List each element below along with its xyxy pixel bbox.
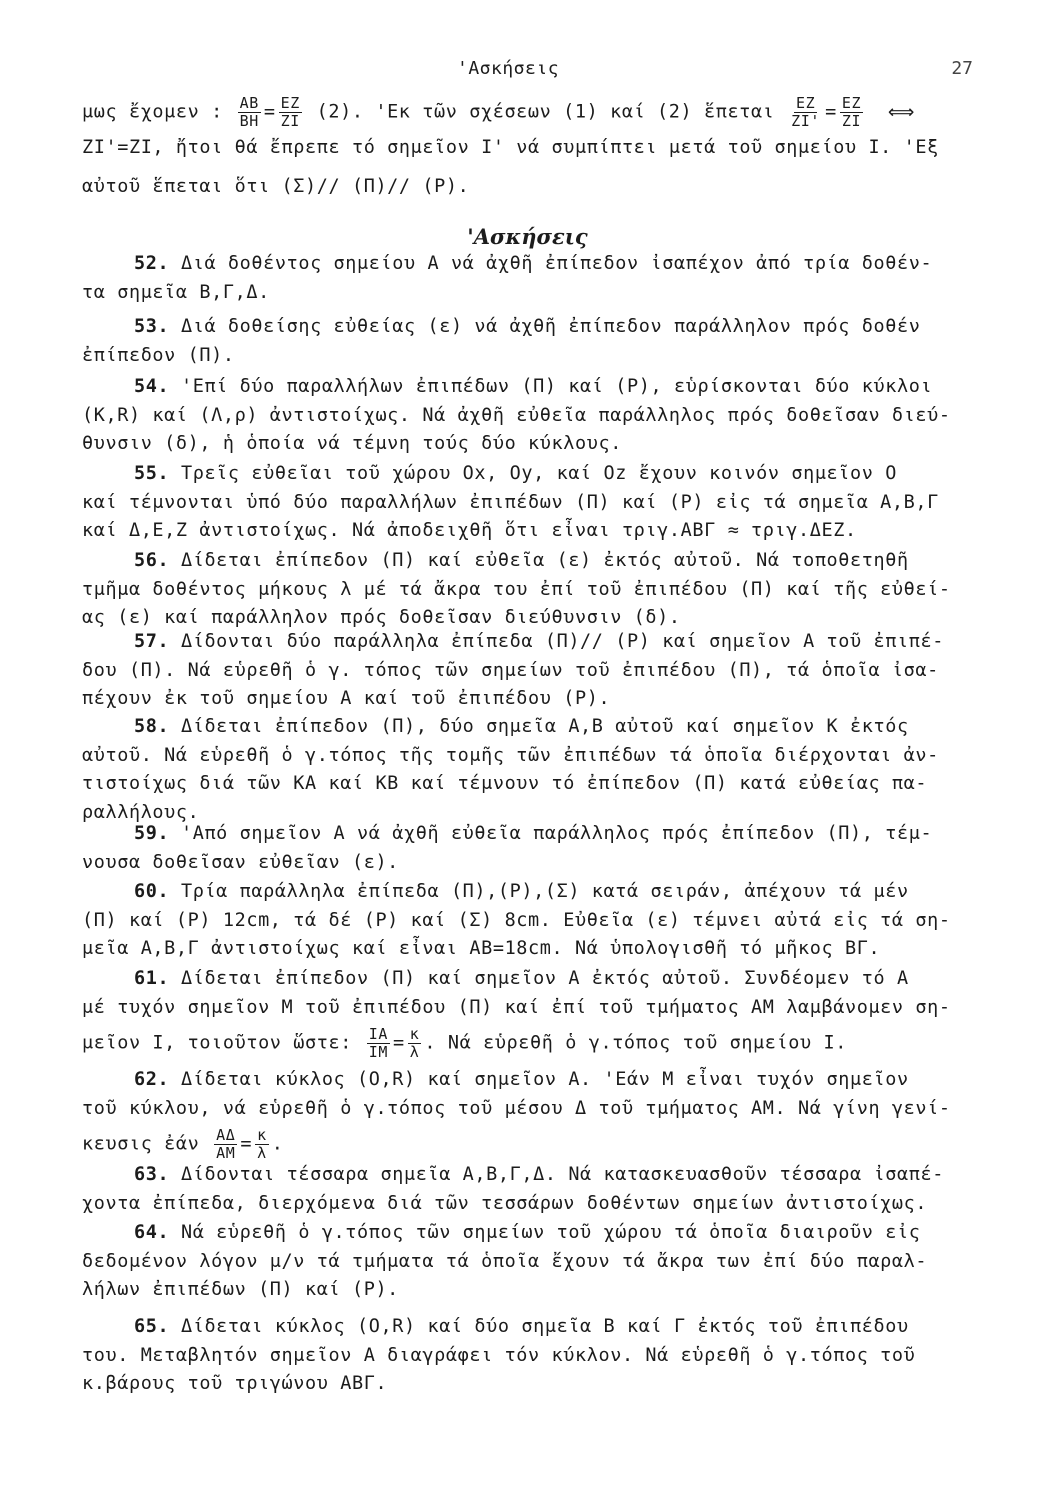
fraction: $\frac{\kappa}{\lambda}$ bbox=[257, 1126, 267, 1162]
text-line: 54. 'Επί δύο παραλλήλων ἐπιπέδων (Π) καί (P), εὑρίσκονται δύο κύκλοι bbox=[134, 376, 933, 397]
text-line: 56. Δίδεται ἐπίπεδον (Π) καί εὐθεῖα (ε) ἐκτός αὐτοῦ. Νά τοποθετηθῆ bbox=[134, 550, 909, 571]
text-line: κ.βάρους τοῦ τριγώνου ΑΒΓ. bbox=[82, 1373, 388, 1394]
text-line: (Π) καί (P) 12cm, τά δέ (P) καί (Σ) 8cm. Εὐθεῖα (ε) τέμνει αὐτά εἰς τά ση- bbox=[82, 909, 951, 931]
text-line: τμῆμα δοθέντος μήκους λ μέ τά ἄκρα του ἐπί τοῦ ἐπιπέδου (Π) καί τῆς εὐθεί- bbox=[82, 578, 951, 600]
text-line: 60. Τρία παράλληλα ἐπίπεδα (Π),(P),(Σ) κατά σειράν, ἀπέχουν τά μέν bbox=[134, 881, 909, 902]
text-line: δεδομένον λόγον μ/ν τά τμήματα τά ὁποῖα ἔχουν τά ἄκρα των ἐπί δύο παραλ- bbox=[82, 1250, 928, 1272]
intro-line-2: ZI'=ZI, ἤτοι θά ἔπρεπε τό σημεῖον I' νά συμπίπτει μετά τοῦ σημείου I. 'Εξ bbox=[82, 137, 939, 158]
text-line: 52. Διά δοθέντος σημείου A νά ἀχθῆ ἐπίπεδον ἰσαπέχον ἀπό τρία δοθέν- bbox=[134, 253, 933, 274]
exercise-55 bbox=[82, 460, 982, 546]
exercise-number: 61. bbox=[134, 968, 170, 989]
intro-line-3: αὐτοῦ ἕπεται ὅτι (Σ)// (Π)// (P). bbox=[82, 176, 470, 197]
text-line: καί Δ,E,Z ἀντιστοίχως. Νά ἀποδειχθῆ ὅτι εἶναι τριγ.ΑΒΓ ≈ τριγ.ΔΕΖ. bbox=[82, 520, 857, 541]
exercise-number: 53. bbox=[134, 316, 170, 337]
exercise-number: 54. bbox=[134, 376, 170, 397]
text-line: μέ τυχόν σημεῖον M τοῦ ἐπιπέδου (Π) καί ἐπί τοῦ τμήματος AM λαμβάνομεν ση- bbox=[82, 996, 951, 1018]
fraction: $\frac{IA}{IM}$ bbox=[368, 1025, 388, 1061]
text-line: 58. Δίδεται ἐπίπεδον (Π), δύο σημεῖα A,B αὐτοῦ καί σημεῖον K ἐκτός bbox=[134, 716, 909, 737]
text-line: (K,R) καί (Λ,ρ) ἀντιστοίχως. Νά ἀχθῆ εὐθεῖα παράλληλος πρός δοθεῖσαν διεύ- bbox=[82, 404, 951, 426]
fraction: $\frac{A\Delta}{AM}$ bbox=[216, 1126, 236, 1162]
fraction: $\frac{AB}{BH}$ bbox=[239, 94, 259, 130]
text-line: τοῦ κύκλου, νά εὑρεθῆ ὁ γ.τόπος τοῦ μέσου Δ τοῦ τμήματος AM. Νά γίνη γενί- bbox=[82, 1097, 951, 1119]
text-line: του. Μεταβλητόν σημεῖον A διαγράφει τόν κύκλον. Νά εὑρεθῆ ὁ γ.τόπος τοῦ bbox=[82, 1344, 916, 1366]
text-line: θυνσιν (δ), ἡ ὁποία νά τέμνη τούς δύο κύκλους. bbox=[82, 433, 622, 454]
text-line: νουσα δοθεῖσαν εὐθεῖαν (ε). bbox=[82, 851, 399, 873]
text-line: λήλων ἐπιπέδων (Π) καί (P). bbox=[82, 1279, 399, 1300]
exercise-number: 64. bbox=[134, 1222, 170, 1243]
exercise-56 bbox=[82, 547, 982, 633]
exercise-number: 55. bbox=[134, 463, 170, 484]
exercise-52 bbox=[82, 250, 982, 307]
text-line: κευσις ἐάν $\frac{A\Delta}{AM}$ = $\frac{\kappa}{\lambda}$ . bbox=[82, 1126, 284, 1162]
text-line: καί τέμνονται ὑπό δύο παραλλήλων ἐπιπέδων (Π) καί (P) εἰς τά σημεῖα A,B,Γ bbox=[82, 491, 939, 513]
text-line: 53. Διά δοθείσης εὐθείας (ε) νά ἀχθῆ ἐπίπεδον παράλληλον πρός δοθέν bbox=[134, 316, 921, 337]
text-line: μεῖα A,B,Γ ἀντιστοίχως καί εἶναι AB=18cm. Νά ὑπολογισθῆ τό μῆκος ΒΓ. bbox=[82, 938, 881, 959]
intro-paragraph bbox=[82, 95, 982, 202]
text-line: ἐπίπεδον (Π). bbox=[82, 344, 235, 366]
text-line: 59. 'Από σημεῖον A νά ἀχθῆ εὐθεῖα παράλληλος πρός ἐπίπεδον (Π), τέμ- bbox=[134, 823, 933, 844]
fraction: $\frac{EZ}{ZI}$ bbox=[280, 94, 300, 130]
page-number: 27 bbox=[951, 58, 973, 79]
text-line: ας (ε) καί παράλληλον πρός δοθεῖσαν διεύθυνσιν (δ). bbox=[82, 607, 681, 628]
exercise-59 bbox=[82, 820, 982, 877]
text-line: 55. Τρεῖς εὐθεῖαι τοῦ χώρου Ox, Oy, καί Oz ἔχουν κοινόν σημεῖον O bbox=[134, 463, 897, 484]
exercise-60 bbox=[82, 878, 982, 964]
exercise-61 bbox=[82, 965, 982, 1061]
exercise-65 bbox=[82, 1313, 982, 1399]
exercise-54 bbox=[82, 373, 982, 459]
section-title: 'Ασκήσεις bbox=[467, 224, 588, 249]
text-line: τιστοίχως διά τῶν KA καί KB καί τέμνουν τό ἐπίπεδον (Π) κατά εὐθείας πα- bbox=[82, 773, 928, 794]
exercise-64 bbox=[82, 1219, 982, 1305]
text-line: 64. Νά εὑρεθῆ ὁ γ.τόπος τῶν σημείων τοῦ χώρου τά ὁποῖα διαιροῦν εἰς bbox=[134, 1222, 921, 1243]
exercise-number: 62. bbox=[134, 1069, 170, 1090]
fraction: $\frac{\kappa}{\lambda}$ bbox=[409, 1025, 420, 1061]
exercise-63 bbox=[82, 1161, 982, 1218]
fraction: $\frac{EZ}{ZI'}$ bbox=[791, 94, 821, 130]
intro-line-1: μως ἔχομεν : $\frac{AB}{BH}$ = $\frac{EZ}{ZI}$ (2). 'Εκ τῶν σχέσεων (1) καί (2) ἕπεται $\frac{EZ}{ZI'}$ = $\frac{EZ}{ZI}$ ⟺ bbox=[82, 94, 915, 130]
text-line: 63. Δίδονται τέσσαρα σημεῖα A,B,Γ,Δ. Νά κατασκευασθοῦν τέσσαρα ἰσαπέ- bbox=[134, 1164, 944, 1185]
text-line: πέχουν ἐκ τοῦ σημείου A καί τοῦ ἐπιπέδου (P). bbox=[82, 688, 611, 709]
exercise-number: 59. bbox=[134, 823, 170, 844]
exercise-number: 65. bbox=[134, 1316, 170, 1337]
text-line: αὐτοῦ. Νά εὑρεθῆ ὁ γ.τόπος τῆς τομῆς τῶν ἐπιπέδων τά ὁποῖα διέρχονται ἀν- bbox=[82, 744, 939, 766]
text-line: 62. Δίδεται κύκλος (O,R) καί σημεῖον A. 'Εάν M εἶναι τυχόν σημεῖον bbox=[134, 1069, 909, 1090]
exercise-number: 52. bbox=[134, 253, 170, 274]
text-line: τα σημεῖα B,Γ,Δ. bbox=[82, 281, 270, 303]
fraction: $\frac{EZ}{ZI}$ bbox=[841, 94, 862, 130]
exercise-62 bbox=[82, 1066, 982, 1162]
exercise-53 bbox=[82, 313, 982, 370]
text-line: 57. Δίδονται δύο παράλληλα ἐπίπεδα (Π)// (P) καί σημεῖον A τοῦ ἐπιπέ- bbox=[134, 631, 944, 652]
exercise-number: 63. bbox=[134, 1164, 170, 1185]
text-line: δου (Π). Νά εὑρεθῆ ὁ γ. τόπος τῶν σημείων τοῦ ἐπιπέδου (Π), τά ὁποῖα ἰσα- bbox=[82, 659, 939, 681]
running-title: 'Ασκήσεις bbox=[457, 58, 560, 79]
exercise-number: 58. bbox=[134, 716, 170, 737]
text-line: χοντα ἐπίπεδα, διερχόμενα διά τῶν τεσσάρων δοθέντων σημείων ἀντιστοίχως. bbox=[82, 1192, 928, 1214]
exercise-number: 56. bbox=[134, 550, 170, 571]
exercise-number: 57. bbox=[134, 631, 170, 652]
text-line: 65. Δίδεται κύκλος (O,R) καί δύο σημεῖα B καί Γ ἐκτός τοῦ ἐπιπέδου bbox=[134, 1316, 909, 1337]
exercise-57 bbox=[82, 628, 982, 714]
text-line: 61. Δίδεται ἐπίπεδον (Π) καί σημεῖον A ἐκτός αὐτοῦ. Συνδέομεν τό A bbox=[134, 968, 909, 989]
exercise-58 bbox=[82, 713, 982, 827]
exercise-number: 60. bbox=[134, 881, 170, 902]
text-line: ραλλήλους. bbox=[82, 801, 200, 823]
text-line: μεῖον I, τοιοῦτον ὥστε: $\frac{IA}{IM}$ = $\frac{\kappa}{\lambda}$ . Νά εὑρεθῆ ὁ γ.τόπος τοῦ σημείου I. bbox=[82, 1025, 847, 1061]
equivalence-arrow: ⟺ bbox=[887, 101, 915, 123]
